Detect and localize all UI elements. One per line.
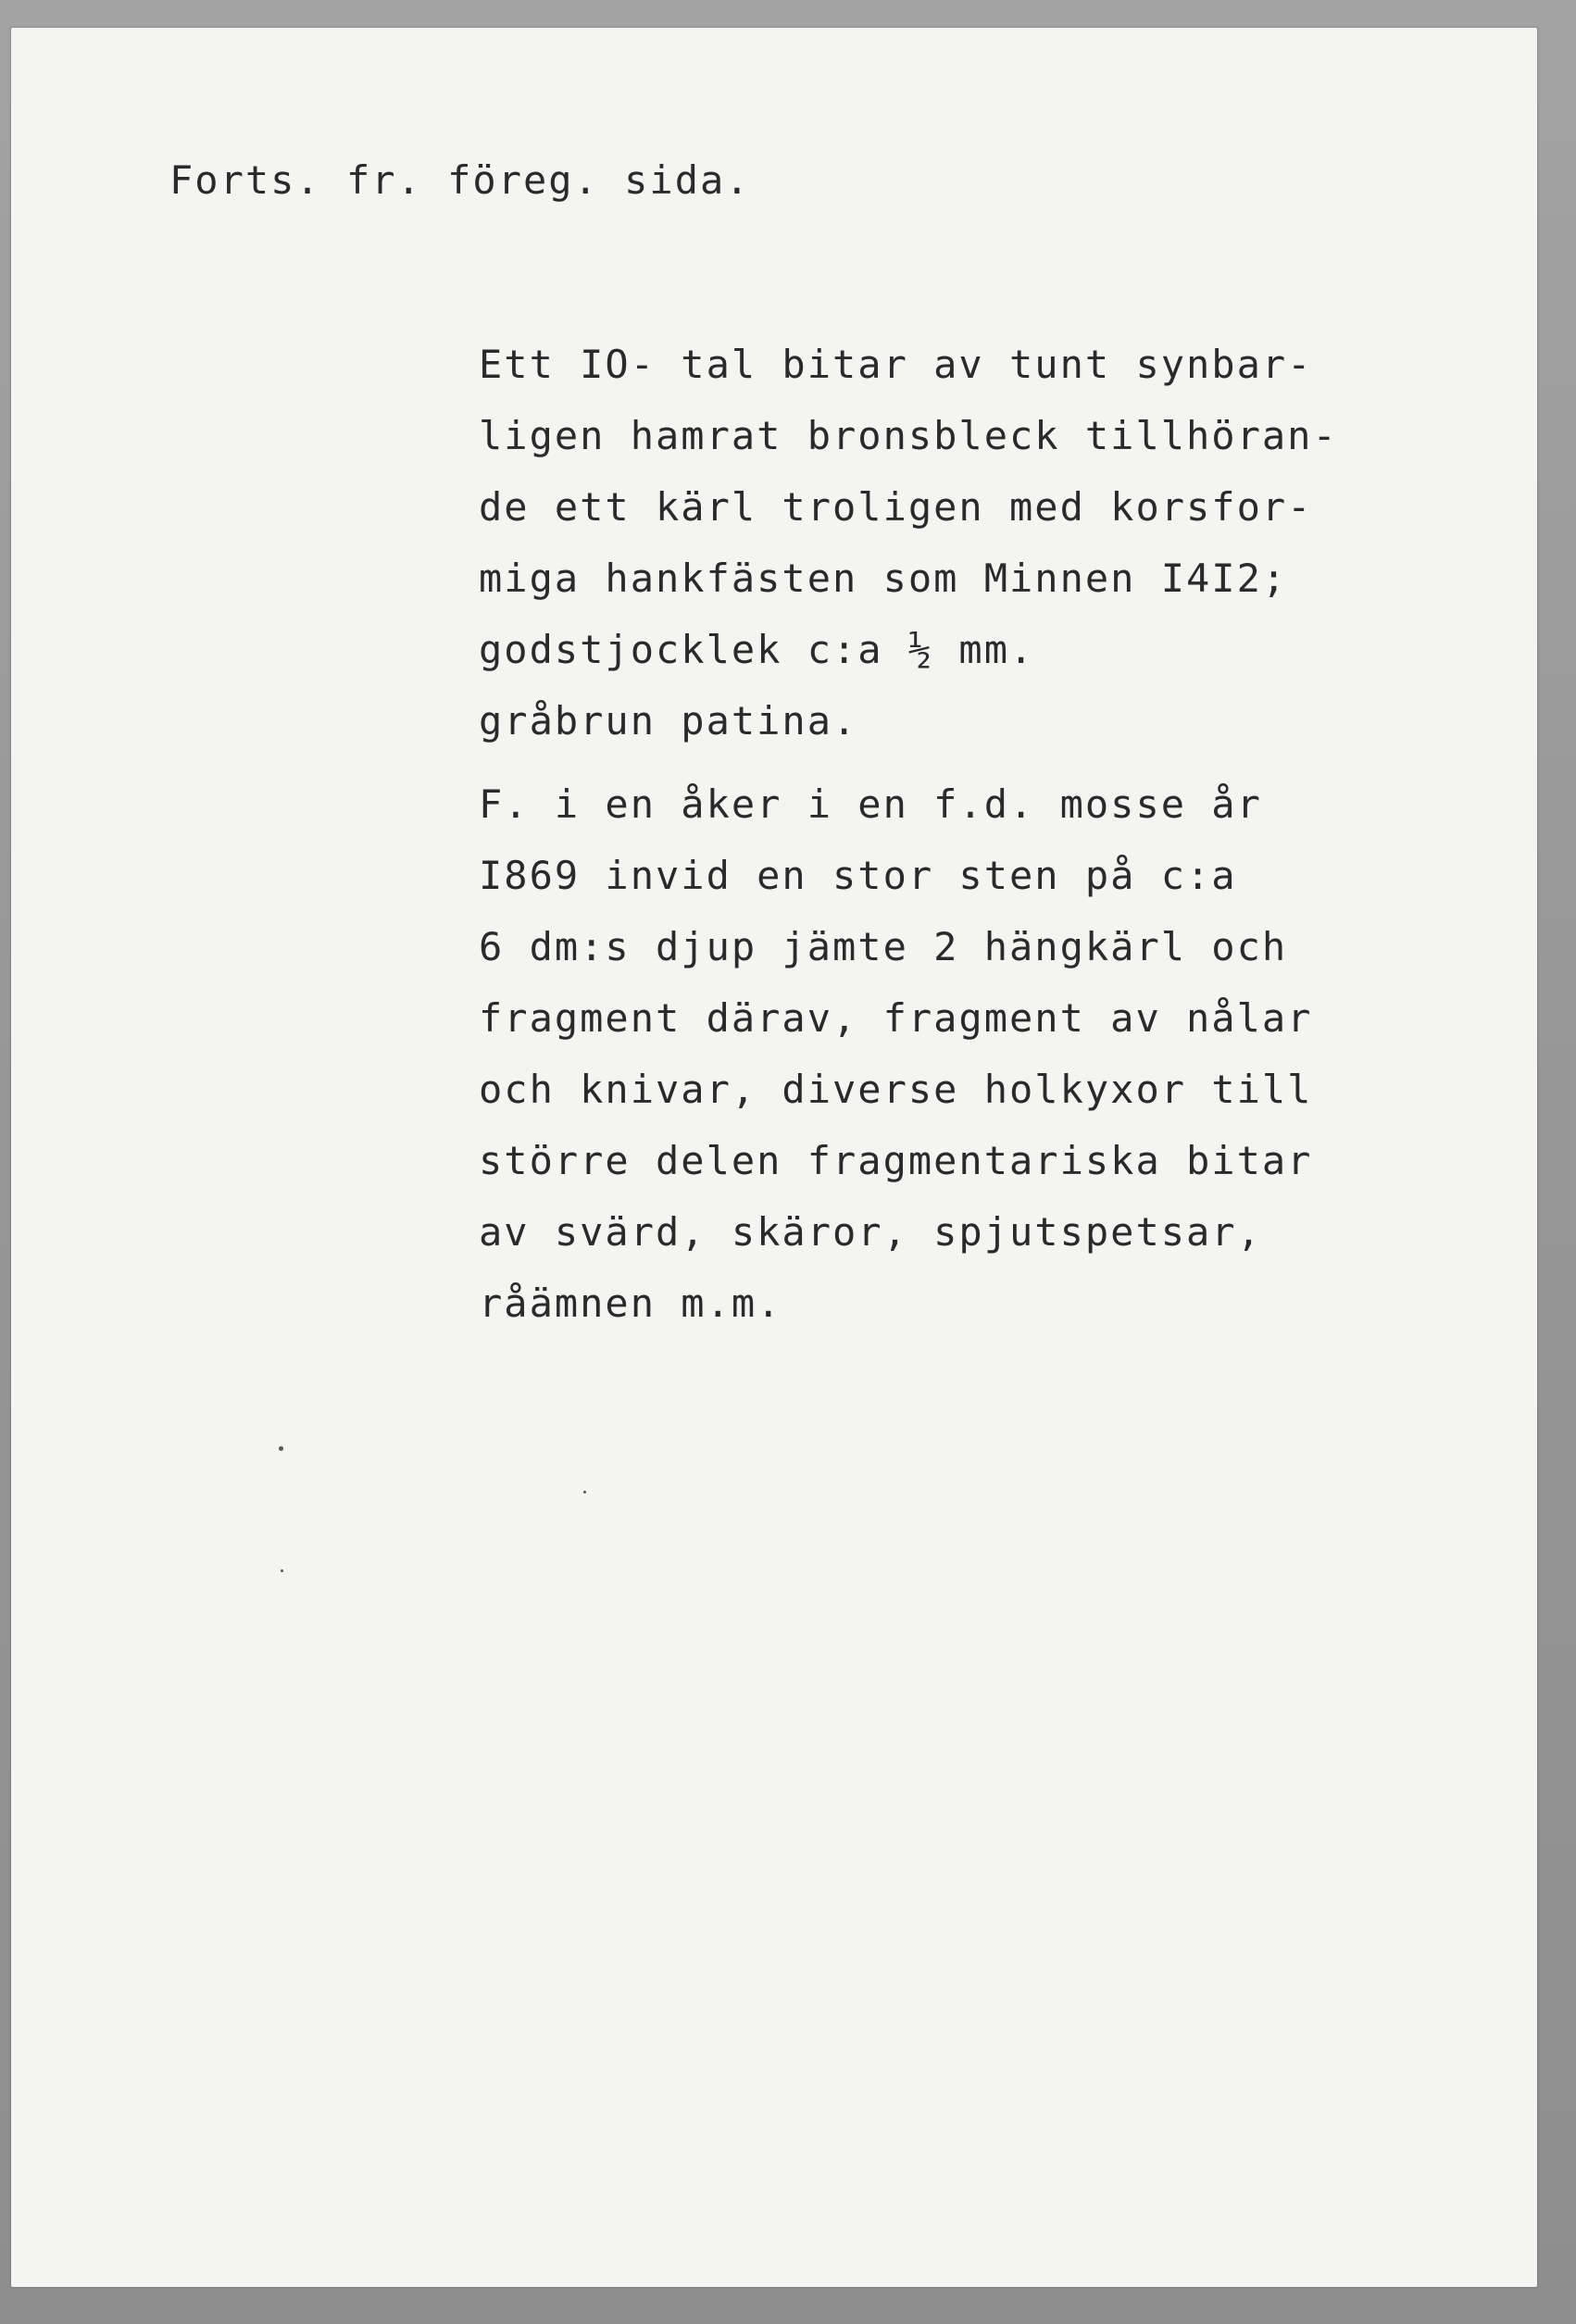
- catalog-card: [11, 28, 1537, 2287]
- find-line: 6 dm:s djup jämte 2 hängkärl och: [479, 924, 1288, 969]
- description-line: godstjocklek c:a ½ mm.: [479, 627, 1035, 672]
- description-line: gråbrun patina.: [479, 698, 858, 743]
- paper-speck: [583, 1491, 586, 1493]
- find-line: I869 invid en stor sten på c:a: [479, 853, 1237, 898]
- paper-speck: [281, 1569, 283, 1572]
- description-line: de ett kärl troligen med korsfor-: [479, 484, 1313, 530]
- find-line: större delen fragmentariska bitar: [479, 1138, 1313, 1183]
- find-line: fragment därav, fragment av nålar: [479, 995, 1313, 1041]
- find-line: F. i en åker i en f.d. mosse år: [479, 781, 1262, 827]
- find-line: och knivar, diverse holkyxor till: [479, 1067, 1313, 1112]
- paper-speck: [279, 1446, 283, 1451]
- description-line: ligen hamrat bronsbleck tillhöran-: [479, 413, 1338, 458]
- continuation-header: Forts. fr. föreg. sida.: [169, 157, 751, 203]
- description-line: miga hankfästen som Minnen I4I2;: [479, 556, 1288, 601]
- description-line: Ett IO- tal bitar av tunt synbar-: [479, 342, 1313, 387]
- find-line: av svärd, skäror, spjutspetsar,: [479, 1209, 1262, 1255]
- description-paragraph: [479, 329, 1338, 756]
- find-line: råämnen m.m.: [479, 1281, 782, 1326]
- find-circumstances-paragraph: [479, 768, 1312, 1339]
